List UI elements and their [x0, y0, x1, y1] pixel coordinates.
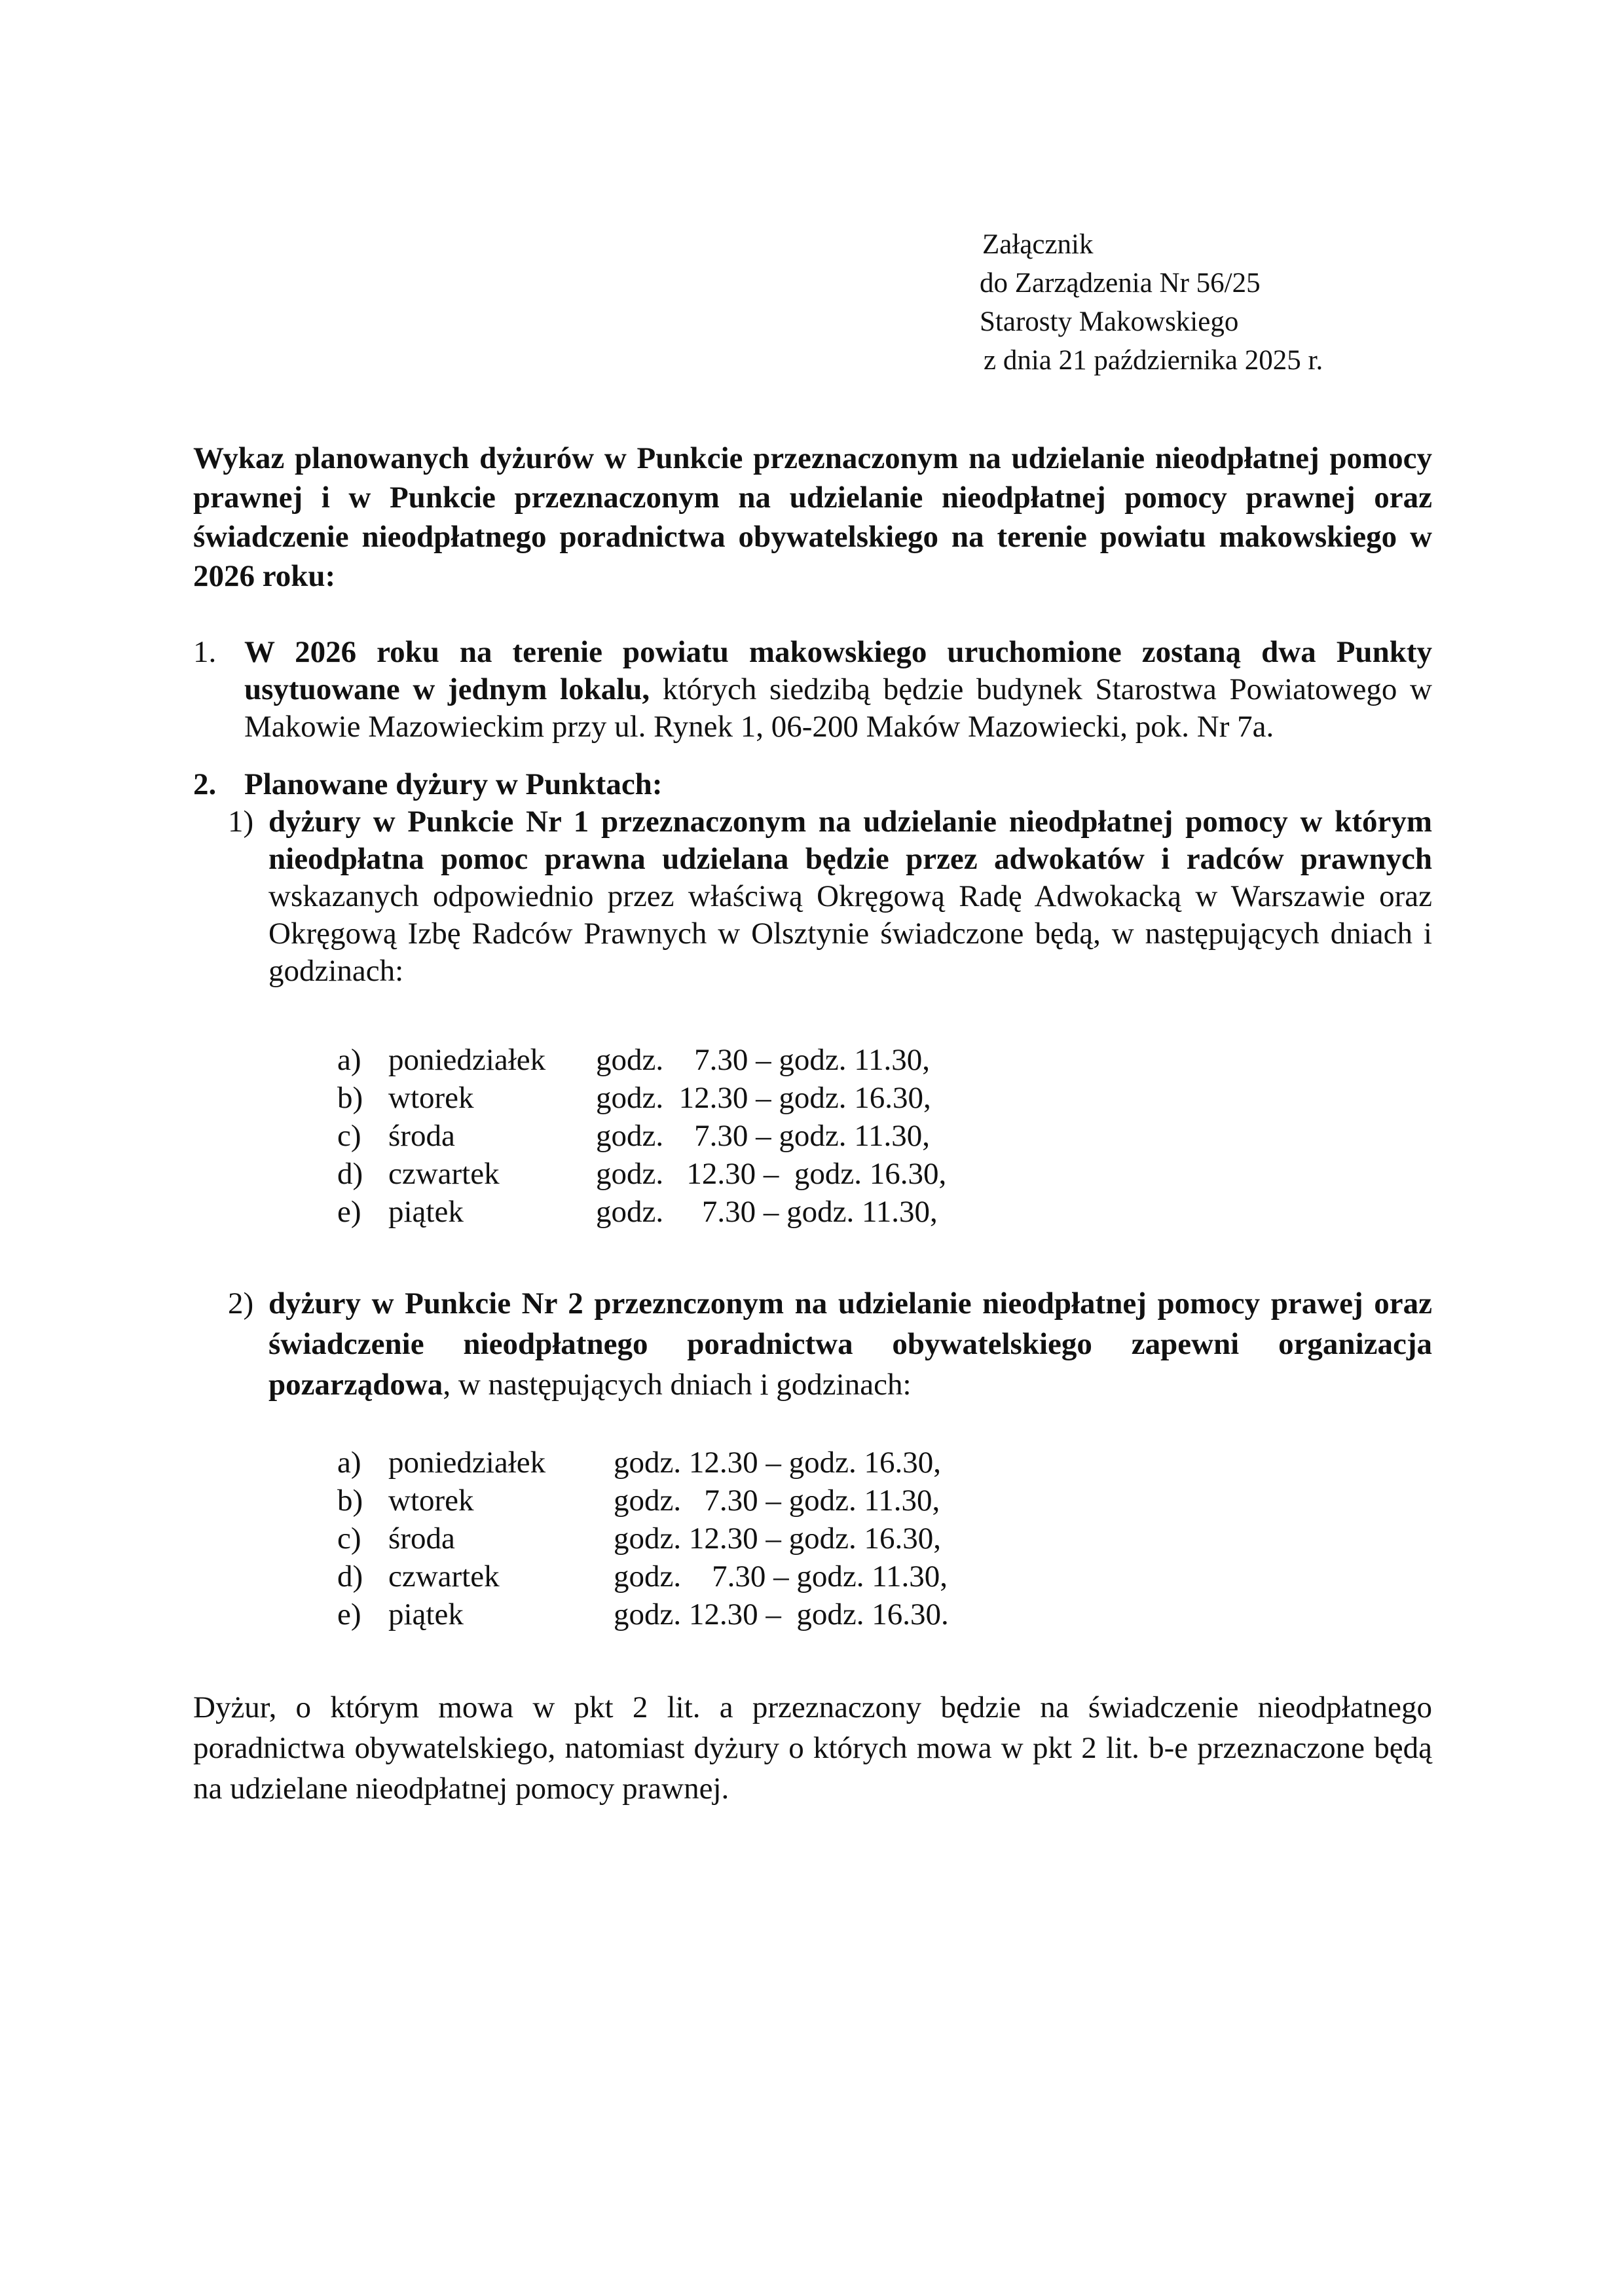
list-item-1-bold: W 2026 roku na terenie powiatu makowskiego uruchomione zostaną dwa Punkty usytuowane w jednym lokalu,: [244, 635, 1432, 706]
sub-item-1: [228, 803, 1432, 990]
schedule-letter: b): [337, 1484, 363, 1518]
schedule-day: środa: [388, 1522, 455, 1556]
schedule-point-1: [337, 1041, 1123, 1231]
list-item-2-number: 2.: [193, 767, 217, 801]
schedule-hours: godz. 7.30 – godz. 11.30,: [596, 1119, 930, 1153]
schedule-hours: godz. 7.30 – godz. 11.30,: [614, 1484, 940, 1518]
schedule-day: czwartek: [388, 1157, 500, 1191]
schedule-point-2: [337, 1444, 1123, 1633]
schedule-day: wtorek: [388, 1484, 474, 1518]
schedule-row: [337, 1155, 1123, 1193]
sub-item-2-normal: , w następujących dniach i godzinach:: [443, 1368, 912, 1402]
schedule-day: środa: [388, 1119, 455, 1153]
schedule-letter: c): [337, 1119, 361, 1153]
schedule-letter: a): [337, 1446, 361, 1480]
schedule-hours: godz. 7.30 – godz. 11.30,: [596, 1043, 930, 1077]
schedule-row: [337, 1117, 1123, 1155]
schedule-row: [337, 1482, 1123, 1520]
schedule-letter: d): [337, 1559, 363, 1594]
schedule-letter: a): [337, 1043, 361, 1077]
schedule-row: [337, 1193, 1123, 1231]
sub-item-1-bold: dyżury w Punkcie Nr 1 przeznaczonym na udzielanie nieodpłatnej pomocy w którym nieodpłatna pomoc prawna udzielana będzie przez adwokatów i radców prawnych: [268, 805, 1432, 876]
schedule-day: wtorek: [388, 1081, 474, 1115]
schedule-row: [337, 1595, 1123, 1633]
list-item-1-normal: których siedzibą będzie budynek Starostwa Powiatowego w Makowie Mazowieckim przy ul. Rynek 1, 06-200 Maków Mazowiecki, pok. Nr 7a.: [244, 672, 1432, 744]
schedule-row: [337, 1079, 1123, 1117]
closing-paragraph: Dyżur, o którym mowa w pkt 2 lit. a przeznaczony będzie na świadczenie nieodpłatnego poradnictwa obywatelskiego, natomiast dyżury o których mowa w pkt 2 lit. b-e przeznaczone będą na udzielane nieodpłatnej pomocy prawnej.: [193, 1690, 1432, 1806]
schedule-letter: e): [337, 1195, 361, 1229]
schedule-day: poniedziałek: [388, 1446, 546, 1480]
sub-item-1-normal: wskazanych odpowiednio przez właściwą Okręgową Radę Adwokacką w Warszawie oraz Okręgową Izbę Radców Prawnych w Olsztynie świadczone będą, w następujących dniach i godzinach:: [268, 879, 1432, 988]
schedule-hours: godz. 12.30 – godz. 16.30.: [614, 1597, 949, 1631]
schedule-hours: godz. 12.30 – godz. 16.30,: [596, 1081, 931, 1115]
annex-issuer: Starosty Makowskiego: [980, 306, 1239, 337]
list-item-2-text: Planowane dyżury w Punktach:: [244, 767, 663, 801]
schedule-hours: godz. 7.30 – godz. 11.30,: [596, 1195, 938, 1229]
list-item-2: [193, 763, 1432, 805]
schedule-letter: b): [337, 1081, 363, 1115]
list-item-1: [193, 634, 1432, 746]
schedule-day: czwartek: [388, 1559, 500, 1594]
schedule-hours: godz. 12.30 – godz. 16.30,: [614, 1446, 941, 1480]
sub-item-2-bold: dyżury w Punkcie Nr 2 przeznczonym na udzielanie nieodpłatnej pomocy prawej oraz świadczenie nieodpłatnego poradnictwa obywatelskiego zapewni organizacja pozarządowa: [268, 1286, 1432, 1402]
list-item-1-number: 1.: [193, 635, 217, 669]
schedule-row: [337, 1520, 1123, 1558]
schedule-row: [337, 1558, 1123, 1595]
sub-item-1-number: 1): [228, 805, 254, 839]
schedule-hours: godz. 12.30 – godz. 16.30,: [614, 1522, 941, 1556]
annex-ordinance-ref: do Zarządzenia Nr 56/25: [980, 268, 1261, 299]
schedule-letter: e): [337, 1597, 361, 1631]
sub-item-2-number: 2): [228, 1286, 254, 1321]
schedule-row: [337, 1041, 1123, 1079]
schedule-hours: godz. 7.30 – godz. 11.30,: [614, 1559, 948, 1594]
schedule-hours: godz. 12.30 – godz. 16.30,: [596, 1157, 947, 1191]
schedule-day: poniedziałek: [388, 1043, 546, 1077]
schedule-letter: c): [337, 1522, 361, 1556]
annex-header: [980, 225, 1323, 380]
list-item-1-text: [244, 634, 1432, 746]
annex-label: Załącznik: [982, 229, 1094, 260]
schedule-day: piątek: [388, 1195, 464, 1229]
schedule-row: [337, 1444, 1123, 1482]
schedule-letter: d): [337, 1157, 363, 1191]
sub-item-2: [228, 1283, 1432, 1405]
sub-item-2-text: [268, 1283, 1432, 1405]
annex-date: z dnia 21 października 2025 r.: [984, 345, 1323, 376]
document-title: Wykaz planowanych dyżurów w Punkcie przeznaczonym na udzielanie nieodpłatnej pomocy prawnej i w Punkcie przeznaczonym na udzielanie nieodpłatnej pomocy prawnej oraz świadczenie nieodpłatnego poradnictwa obywatelskiego na terenie powiatu makowskiego w 2026 roku:: [193, 441, 1432, 593]
schedule-day: piątek: [388, 1597, 464, 1631]
sub-item-1-text: [268, 803, 1432, 990]
